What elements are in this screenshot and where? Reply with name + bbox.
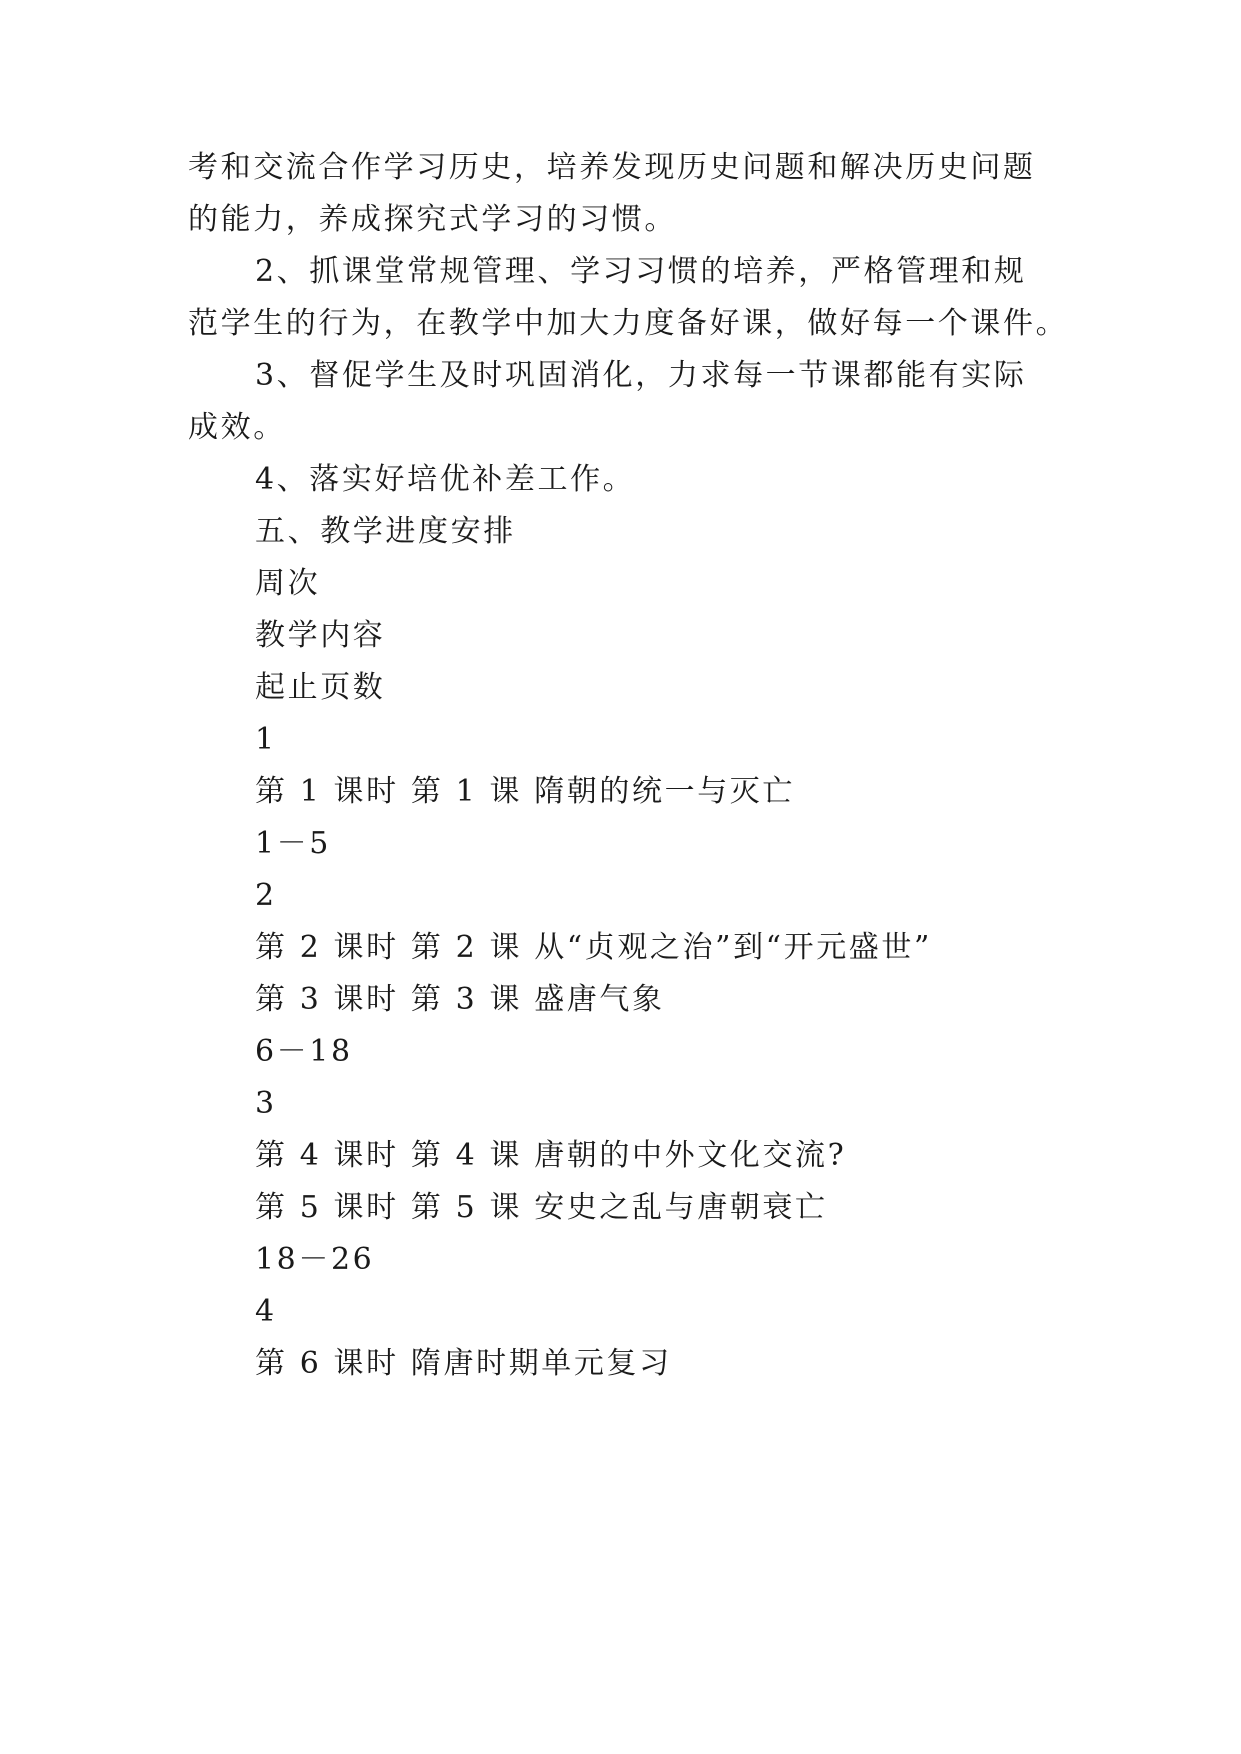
table-cell-pages: 18－26 bbox=[255, 1242, 375, 1277]
table-cell-week: 4 bbox=[255, 1294, 277, 1329]
paragraph-line: 的能力，养成探究式学习的习惯。 bbox=[188, 202, 677, 237]
table-cell-content: 第 6 课时 隋唐时期单元复习 bbox=[255, 1346, 672, 1381]
table-cell-pages: 1－5 bbox=[255, 826, 331, 861]
table-cell-week: 2 bbox=[255, 878, 277, 913]
paragraph-line: 成效。 bbox=[188, 410, 286, 445]
section-heading: 五、教学进度安排 bbox=[255, 514, 516, 549]
table-cell-week: 3 bbox=[255, 1086, 277, 1121]
paragraph-line: 2、抓课堂常规管理、学习习惯的培养，严格管理和规 bbox=[255, 254, 1027, 289]
table-header-week: 周次 bbox=[255, 566, 321, 601]
paragraph-line: 范学生的行为，在教学中加大力度备好课，做好每一个课件。 bbox=[188, 306, 1069, 341]
table-cell-content: 第 1 课时 第 1 课 隋朝的统一与灭亡 bbox=[255, 774, 795, 809]
table-cell-pages: 6－18 bbox=[255, 1034, 353, 1069]
paragraph-line: 4、落实好培优补差工作。 bbox=[255, 462, 636, 497]
paragraph-line: 考和交流合作学习历史，培养发现历史问题和解决历史问题 bbox=[188, 150, 1036, 185]
paragraph-line: 3、督促学生及时巩固消化，力求每一节课都能有实际 bbox=[255, 358, 1027, 393]
table-cell-content: 第 4 课时 第 4 课 唐朝的中外文化交流? bbox=[255, 1138, 847, 1173]
table-cell-week: 1 bbox=[255, 722, 277, 757]
table-header-content: 教学内容 bbox=[255, 618, 386, 653]
table-cell-content: 第 3 课时 第 3 课 盛唐气象 bbox=[255, 982, 665, 1017]
table-cell-content: 第 2 课时 第 2 课 从“贞观之治”到“开元盛世” bbox=[255, 930, 932, 965]
table-cell-content: 第 5 课时 第 5 课 安史之乱与唐朝衰亡 bbox=[255, 1190, 828, 1225]
table-header-pages: 起止页数 bbox=[255, 670, 386, 705]
